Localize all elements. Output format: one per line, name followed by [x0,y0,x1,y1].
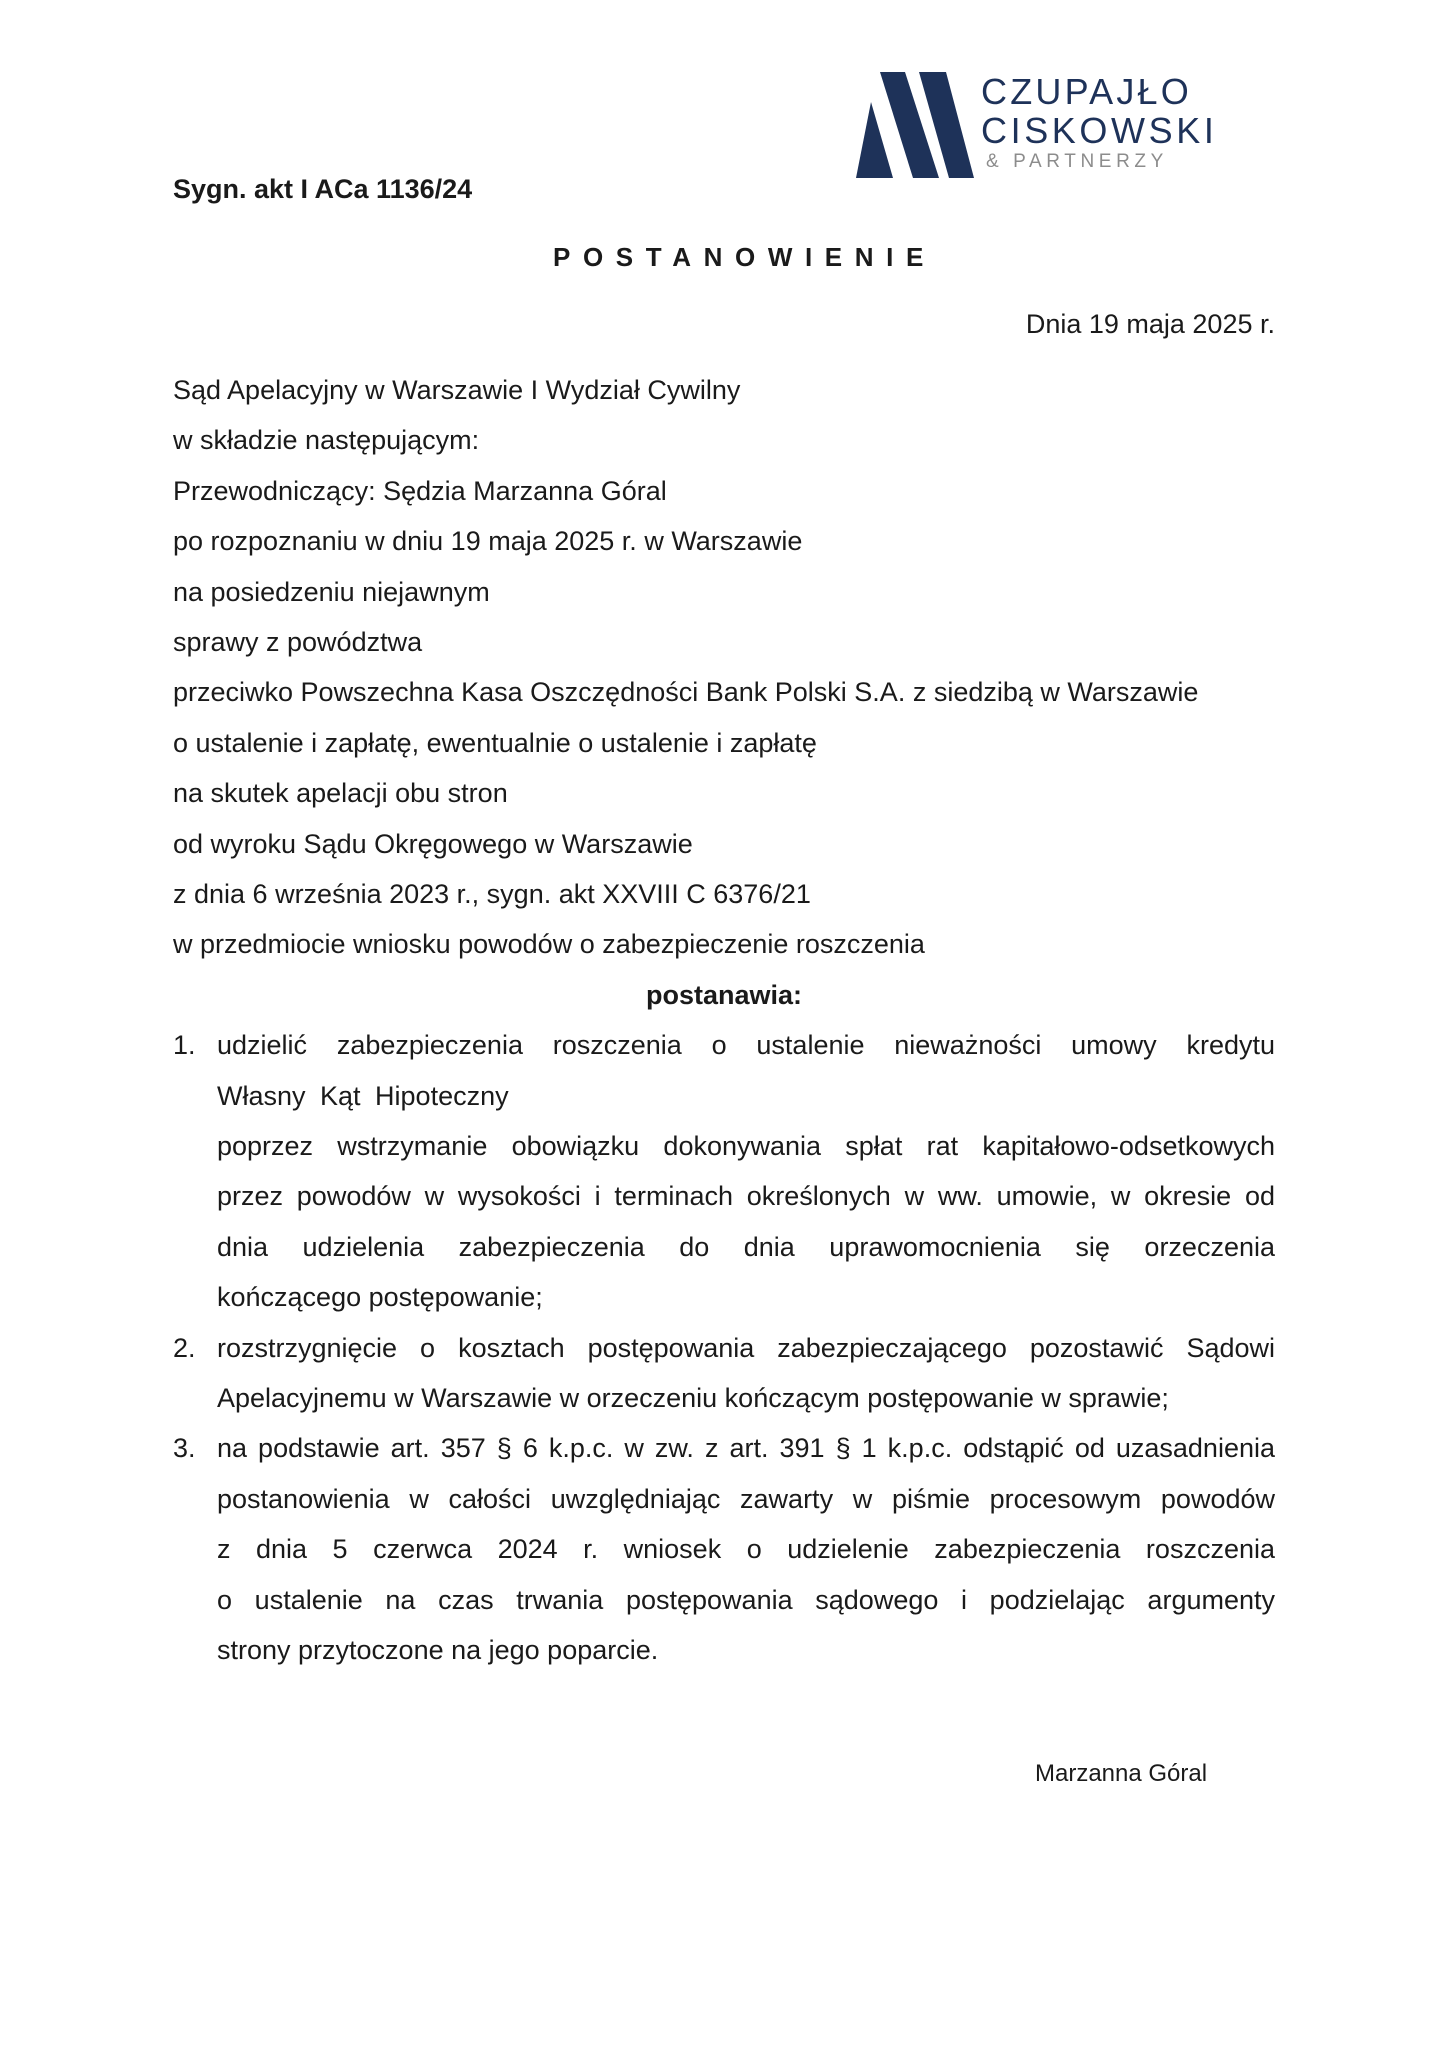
item-number: 3. [173,1433,196,1463]
item-line: na podstawie art. 357 § 6 k.p.c. w zw. z art. 391 § 1 k.p.c. odstąpić od uzasadnienia [217,1435,1275,1463]
intro-line: w składzie następującym: [173,425,480,455]
item-line: Własny Kąt Hipoteczny [217,1081,509,1111]
intro-line: sprawy z powództwa [173,627,423,657]
item-line: strony przytoczone na jego poparcie. [217,1635,659,1665]
item-number: 2. [173,1333,196,1363]
logo-name-line2: CISKOWSKI [981,110,1218,151]
intro-line: o ustalenie i zapłatę, ewentualnie o ustalenie i zapłatę [173,728,817,758]
law-firm-logo [850,66,1270,186]
item-line: przez powodów w wysokości i terminach określonych w ww. umowie, w okresie od [217,1183,1275,1211]
intro-line: na posiedzeniu niejawnym [173,577,490,607]
decision-heading: postanawia: [645,980,803,1010]
document-date: Dnia 19 maja 2025 r. [1025,309,1275,339]
intro-line: z dnia 6 września 2023 r., sygn. akt XXVIII C 6376/21 [173,879,811,909]
item-line: o ustalenie na czas trwania postępowania sądowego i podzielając argumenty [217,1587,1275,1615]
case-number: Sygn. akt I ACa 1136/24 [173,174,473,204]
item-line: rozstrzygnięcie o kosztach postępowania zabezpieczającego pozostawić Sądowi [217,1335,1275,1363]
logo-mark-icon [850,66,980,186]
intro-line: po rozpoznaniu w dniu 19 maja 2025 r. w Warszawie [173,526,803,556]
item-line: kończącego postępowanie; [217,1282,543,1312]
intro-line: przeciwko Powszechna Kasa Oszczędności Bank Polski S.A. z siedzibą w Warszawie [173,677,1199,707]
judge-signature: Marzanna Góral [1035,1760,1208,1787]
logo-name-line3: & PARTNERZY [986,151,1168,172]
intro-line: od wyroku Sądu Okręgowego w Warszawie [173,829,693,859]
item-line: poprzez wstrzymanie obowiązku dokonywania spłat rat kapitałowo-odsetkowych [217,1133,1275,1161]
item-line: Apelacyjnemu w Warszawie w orzeczeniu kończącym postępowanie w sprawie; [217,1383,1169,1413]
intro-line: na skutek apelacji obu stron [173,778,508,808]
logo-name-line1: CZUPAJŁO [981,71,1192,112]
item-line: postanowienia w całości uwzględniając zawarty w piśmie procesowym powodów [217,1486,1275,1514]
intro-line: Przewodniczący: Sędzia Marzanna Góral [173,476,667,506]
item-line: dnia udzielenia zabezpieczenia do dnia uprawomocnienia się orzeczenia [217,1234,1275,1262]
item-number: 1. [173,1030,196,1060]
item-line: udzielić zabezpieczenia roszczenia o ustalenie nieważności umowy kredytu [217,1032,1275,1060]
item-line: z dnia 5 czerwca 2024 r. wniosek o udzielenie zabezpieczenia roszczenia [217,1536,1275,1564]
intro-line: Sąd Apelacyjny w Warszawie I Wydział Cywilny [173,375,741,405]
intro-line: w przedmiocie wniosku powodów o zabezpieczenie roszczenia [173,929,925,959]
document-title: POSTANOWIENIE [553,242,936,272]
logo-triangle [856,102,893,178]
